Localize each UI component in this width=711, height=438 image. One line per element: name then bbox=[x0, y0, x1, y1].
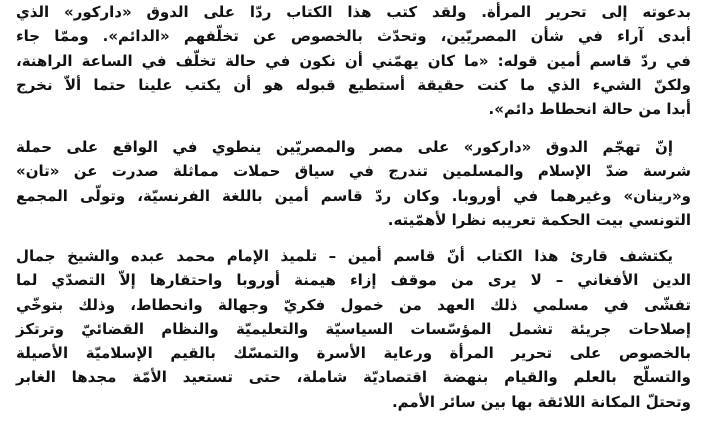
paragraph-3 bbox=[0, 244, 711, 414]
text-line: والتسلّح بالعلم والقيام بنهضة اقتصاديّة شاملة، حتى تستعيد الأمّة مجدها الغابر bbox=[16, 368, 691, 387]
text-line: أبدا من حالة انحطاط دائم». bbox=[488, 100, 691, 119]
text-line: بدعوته إلى تحرير المرأة. ولقد كتب هذا الكتاب ردّا على الدوق «داركور» الذي bbox=[16, 3, 691, 21]
text-line: في ردّ قاسم أمين قوله: «ما كان يهمّني أن نكون في حالة تخلّف في الساعة الراهنة، bbox=[16, 51, 691, 70]
text-line: تفشّى في مسلمي ذلك العهد من خمول فكريّ وجهالة وانحطاط، وذلك بتوخّي bbox=[16, 295, 691, 314]
text-line: التونسي بيت الحكمة تعريبه نظرا لأهمّيته. bbox=[387, 210, 691, 229]
text-line: يكتشف قارئ هذا الكتاب أنّ قاسم أمين – تلميذ الإمام محمد عبده والشيخ جمال bbox=[16, 247, 673, 265]
text-line: و«رينان» وغيرهما في أوروبا. وكان ردّ قاسم أمين باللغة الفرنسيّة، وتولّى المجمع bbox=[16, 186, 691, 205]
text-line: إصلاحات جريئة تشمل المؤسّسات السياسيّة والتعليميّة والنظام القضائيّ وترتكز bbox=[16, 319, 691, 338]
text-line: وتحتلّ المكانة اللائقة بها بين سائر الأمم. bbox=[391, 392, 691, 411]
text-line: أبدى آراء في شأن المصريّين، وتحدّث بالخصوص عن تخلّفهم «الدائم». وممّا جاء bbox=[16, 27, 691, 46]
text-line: إنّ تهجّم الدوق «داركور» على مصر والمصريّين ينطوي في الواقع على حملة bbox=[16, 138, 673, 156]
text-line: بالخصوص على تحرير المرأة ورعاية الأسرة والتمسّك بالقيم الإسلاميّة الأصيلة bbox=[16, 344, 691, 363]
text-line: الدين الأفغاني – لا يرى من موقف إزاء هيمنة أوروبا واحتقارها إلاّ التصدّي لما bbox=[16, 271, 691, 290]
text-line: شرسة ضدّ الإسلام والمسلمين تندرج في سياق حملات مماثلة صدرت عن «تان» bbox=[16, 162, 691, 181]
paragraph-1 bbox=[0, 0, 711, 121]
paragraph-2 bbox=[0, 135, 711, 232]
text-line: ولكنّ الشيء الذي ما كنت حقيقة أستطيع قبوله هو أن يكتب علينا حتما ألاّ نخرج bbox=[16, 75, 691, 94]
